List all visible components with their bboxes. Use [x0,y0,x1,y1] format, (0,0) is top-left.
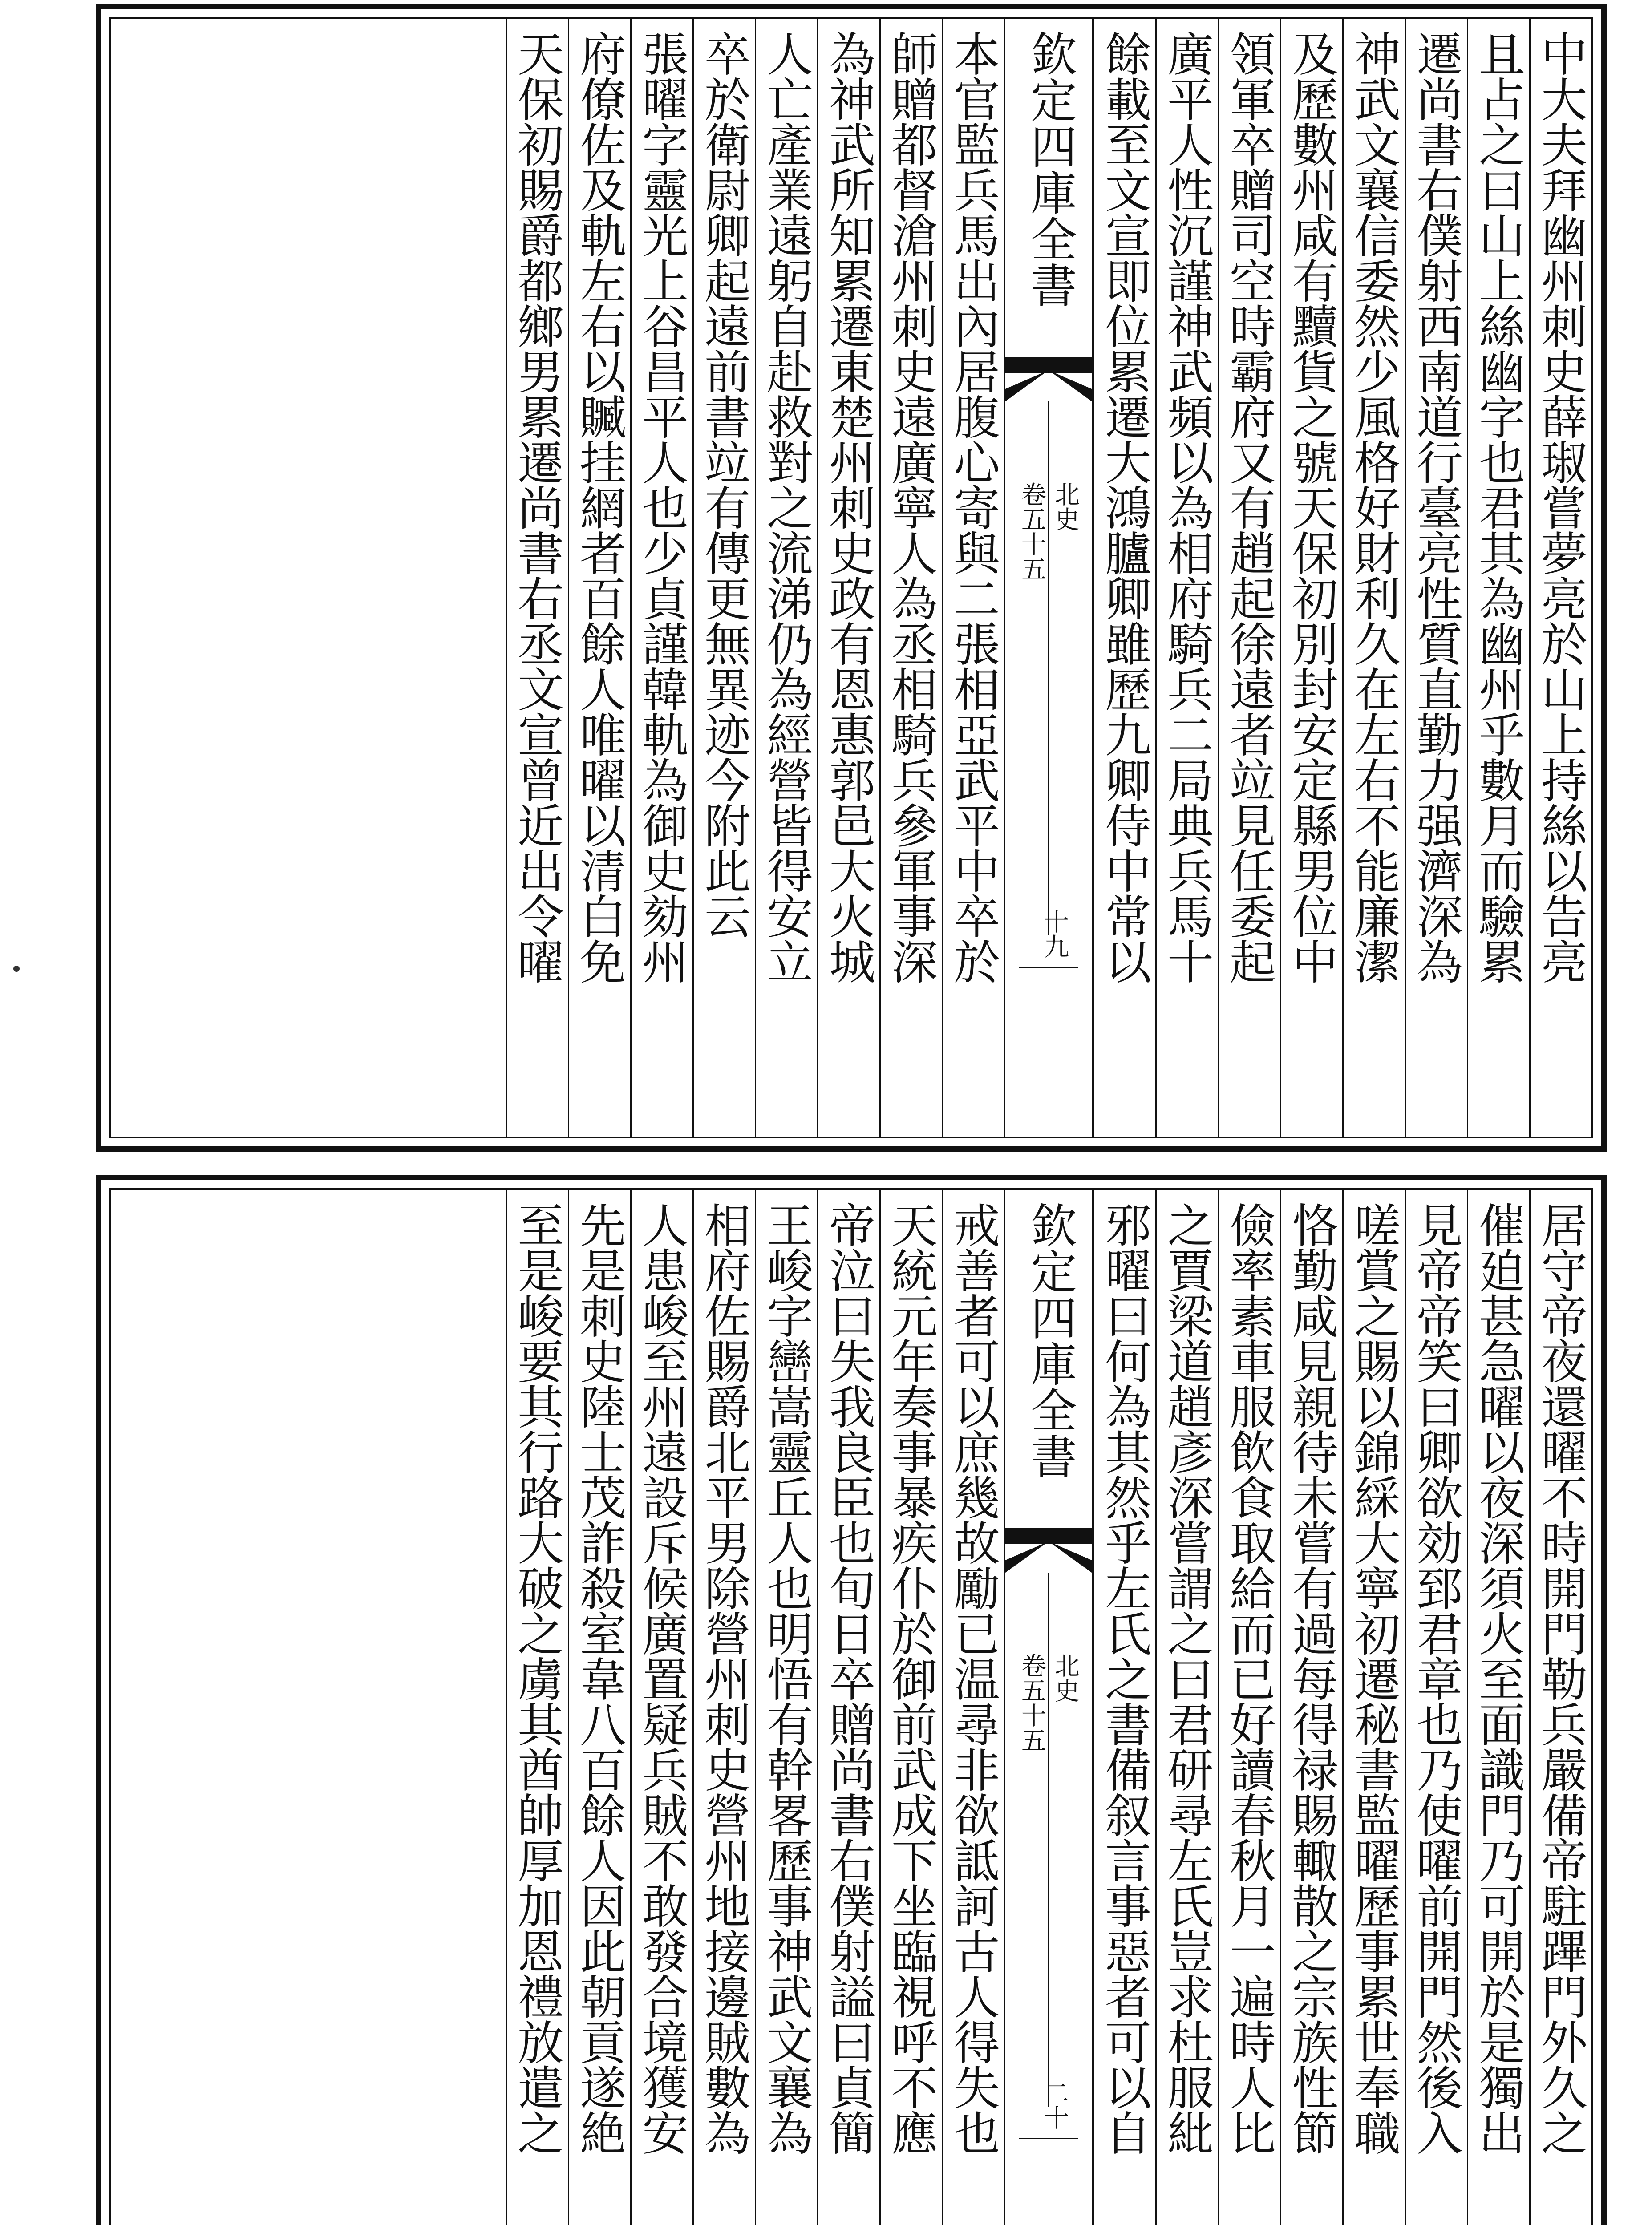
page-number: 十九 [1040,909,1069,959]
fold-line [1048,401,1049,935]
text-column: 天統元年奏事暴疾仆於御前武成下坐臨視呼不應 [879,1190,942,2225]
text-column: 府僚佐及軌左右以贓挂網者百餘人唯曜以清白免 [568,19,630,1137]
text-column: 且占之曰山上絲幽字也君其為幽州乎數月而驗累 [1467,19,1529,1137]
text-column: 領軍卒贈司空時霸府又有趙起徐遠者竝見任委起 [1218,19,1280,1137]
text-column: 張曜字靈光上谷昌平人也少貞謹韓軌為御史劾州 [630,19,692,1137]
text-column: 帝泣曰失我良臣也旬日卒贈尚書右僕射謚曰貞簡 [817,1190,879,2225]
upper-half-page [96,4,1607,1152]
lower-half-page [96,1175,1607,2225]
divider-rule [1019,2138,1078,2139]
text-column: 為神武所知累遷東楚州刺史政有恩惠郭邑大火城 [817,19,879,1137]
text-column: 人患峻至州遠設斥候廣置疑兵賊不敢發合境獲安 [630,1190,692,2225]
fishtail-mark [1005,370,1092,401]
fold-line [1048,1573,1049,2107]
text-column: 餘載至文宣即位累遷大鴻臚卿雖歷九卿侍中常以 [1093,19,1155,1137]
volume-label: 卷五十五 [1017,481,1046,581]
lower-text-frame [109,1188,1593,2225]
text-column: 遷尚書右僕射西南道行臺亮性質直勤力强濟深為 [1405,19,1467,1137]
divider-rule [1019,967,1078,968]
page-number: 二十 [1040,2080,1069,2130]
text-column: 天保初賜爵都鄉男累遷尚書右丞文宣曾近出令曜 [506,19,568,1137]
text-column: 恪勤咸見親待未嘗有過每得禄賜輙散之宗族性節 [1280,1190,1342,2225]
text-column: 相府佐賜爵北平男除營州刺史營州地接邊賊數為 [692,1190,755,2225]
book-name: 北史 [1051,481,1080,531]
text-column: 之賈梁道趙彥深嘗謂之曰君研尋左氏豈求杜服紕 [1155,1190,1218,2225]
text-column: 師贈都督滄州刺史遠廣寧人為丞相騎兵參軍事深 [879,19,942,1137]
center-fold [1004,19,1093,1137]
text-column: 儉率素車服飲食取給而已好讀春秋月一遍時人比 [1218,1190,1280,2225]
fishtail-mark [1005,1528,1092,1544]
text-column: 廣平人性沉謹神武頻以為相府騎兵二局典兵馬十 [1155,19,1218,1137]
upper-text-frame [109,17,1593,1138]
text-column: 戒善者可以庶幾故勵已温尋非欲詆訶古人得失也 [942,1190,1004,2225]
fishtail-mark [1005,357,1092,373]
text-column: 中大夫拜幽州刺史薛琡嘗夢亮於山上持絲以告亮 [1529,19,1591,1137]
text-column: 卒於衛尉卿起遠前書竝有傳更無異迹今附此云 [692,19,755,1137]
book-title: 欽定四庫全書 [1023,30,1077,308]
text-column: 人亡產業遠躬自赴救對之流涕仍為經營皆得安立 [755,19,817,1137]
text-column: 嗟賞之賜以錦綵大寧初遷秘書監曜歷事累世奉職 [1342,1190,1405,2225]
center-fold [1004,1190,1093,2225]
text-column: 居守帝夜還曜不時開門勒兵嚴備帝駐蹕門外久之 [1529,1190,1591,2225]
text-column: 先是刺史陸士茂詐殺室韋八百餘人因此朝貢遂絶 [568,1190,630,2225]
text-column: 及歷數州咸有黷貨之號天保初別封安定縣男位中 [1280,19,1342,1137]
text-column: 見帝帝笑曰卿欲効郅君章也乃使曜前開門然後入 [1405,1190,1467,2225]
fishtail-mark [1005,1541,1092,1573]
book-title: 欽定四庫全書 [1023,1202,1077,1479]
text-column: 催廹甚急曜以夜深須火至面識門乃可開於是獨出 [1467,1190,1529,2225]
text-column: 神武文襄信委然少風格好財利久在左右不能廉潔 [1342,19,1405,1137]
book-name: 北史 [1051,1653,1080,1703]
volume-label: 卷五十五 [1017,1653,1046,1752]
text-column: 邪曜曰何為其然乎左氏之書備叙言事惡者可以自 [1093,1190,1155,2225]
text-column: 本官監兵馬出內居腹心寄與二張相亞武平中卒於 [942,19,1004,1137]
text-column: 至是峻要其行路大破之虜其酋帥厚加恩禮放遣之 [506,1190,568,2225]
text-column: 王峻字巒嵩靈丘人也明悟有幹畧歷事神武文襄為 [755,1190,817,2225]
margin-dot [13,966,20,972]
